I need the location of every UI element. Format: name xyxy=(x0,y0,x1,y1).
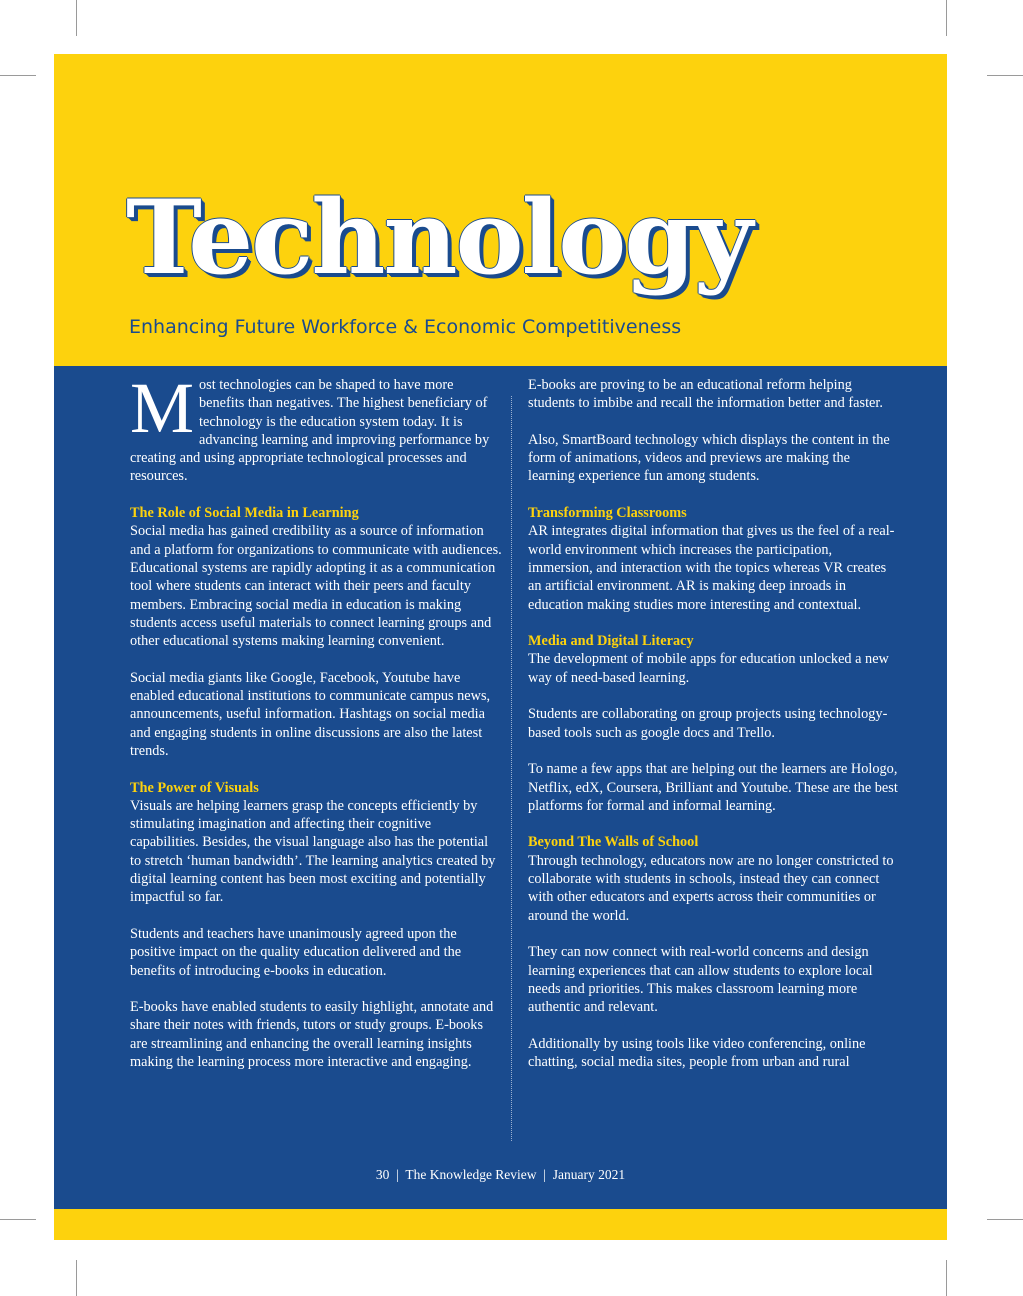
body-paragraph: E-books have enabled students to easily highlight, annotate and share their notes with friends, tutors or study groups. E-books are streamlining and enhancing the overall learning insights making the learning process more interactive and engaging. xyxy=(130,999,494,1070)
crop-mark xyxy=(0,1219,36,1220)
section-heading: Beyond The Walls of School xyxy=(528,834,699,851)
body-paragraph: Social media has gained credibility as a source of information and a platform for organizations to communicate with audiences. Educational systems are rapidly adopting it as a communication tool where students can interact with their peers and faculty members. Embracing social media in education is making students access useful materials to connect learning groups and other educational systems making learning convenient. xyxy=(130,523,502,650)
body-paragraph: Social media giants like Google, Facebook, Youtube have enabled educational institutions to communicate campus news, announcements, useful information. Hashtags on social media and engaging students in online discussions are also the latest trends. xyxy=(130,669,491,759)
magazine-page xyxy=(54,54,947,1240)
right-column xyxy=(528,376,900,1090)
crop-mark xyxy=(946,0,947,36)
body-paragraph: Students and teachers have unanimously agreed upon the positive impact on the quality education delivered and the benefits of introducing e-books in education. xyxy=(130,925,462,979)
body-paragraph: E-books are proving to be an educational reform helping students to imbibe and recall the information better and faster. xyxy=(528,377,883,412)
body-paragraph: AR integrates digital information that gives us the feel of a real-world environment which increases the participation, immersion, and interaction with the topics whereas VR creates an artificial environment. AR is making deep inroads in education making studies more interesting and contextual. xyxy=(528,523,895,613)
intro-paragraph xyxy=(130,368,502,486)
body-paragraph: The development of mobile apps for education unlocked a new way of need-based learning. xyxy=(528,651,889,686)
crop-mark xyxy=(76,0,77,36)
page-subtitle: Enhancing Future Workforce & Economic Competitiveness xyxy=(129,316,682,338)
column-divider xyxy=(511,396,512,1141)
intro-text: ost technologies can be shaped to have more benefits than negatives. The highest beneficiary of technology is the education system today. It is advancing learning and improving performance by creating and using appropriate technological processes and resources. xyxy=(130,377,490,485)
header-banner xyxy=(54,54,947,366)
body-paragraph: Also, SmartBoard technology which displays the content in the form of animations, videos and previews are making the learning experience fun among students. xyxy=(528,431,890,485)
crop-mark xyxy=(76,1260,77,1296)
body-paragraph: Visuals are helping learners grasp the concepts efficiently by stimulating imagination and affecting their cognitive capabilities. Besides, the visual language also has the potential to stretch ‘human bandwidth’. The learning analytics created by digital learning content has been most exciting and potentially impactful so far. xyxy=(130,797,496,906)
section-heading: Transforming Classrooms xyxy=(528,505,687,522)
page-footer: 30 | The Knowledge Review | January 2021 xyxy=(375,1167,626,1182)
section-heading: The Power of Visuals xyxy=(130,779,259,796)
body-paragraph: Through technology, educators now are no longer constricted to collaborate with students in schools, instead they can connect with other educators and experts across their communities or around the world. xyxy=(528,852,894,924)
drop-cap: M xyxy=(130,368,195,448)
body-paragraph: To name a few apps that are helping out the learners are Hologo, Netflix, edX, Coursera, Brilliant and Youtube. These are the best platforms for formal and informal learning. xyxy=(528,761,898,814)
footer-bar xyxy=(54,1209,947,1240)
section-heading: Media and Digital Literacy xyxy=(528,633,694,650)
crop-mark xyxy=(987,75,1023,76)
crop-mark xyxy=(946,1260,947,1296)
page-title: Technology xyxy=(126,178,751,298)
left-column xyxy=(130,368,502,1090)
section-heading: The Role of Social Media in Learning xyxy=(130,505,359,522)
body-paragraph: Additionally by using tools like video conferencing, online chatting, social media sites, people from urban and rural xyxy=(528,1035,866,1070)
body-paragraph: They can now connect with real-world concerns and design learning experiences that can allow students to explore local needs and priorities. This makes classroom learning more authentic and relevant. xyxy=(528,944,873,1016)
crop-mark xyxy=(0,75,36,76)
body-paragraph: Students are collaborating on group projects using technology-based tools such as google docs and Trello. xyxy=(528,706,888,741)
crop-mark xyxy=(987,1219,1023,1220)
